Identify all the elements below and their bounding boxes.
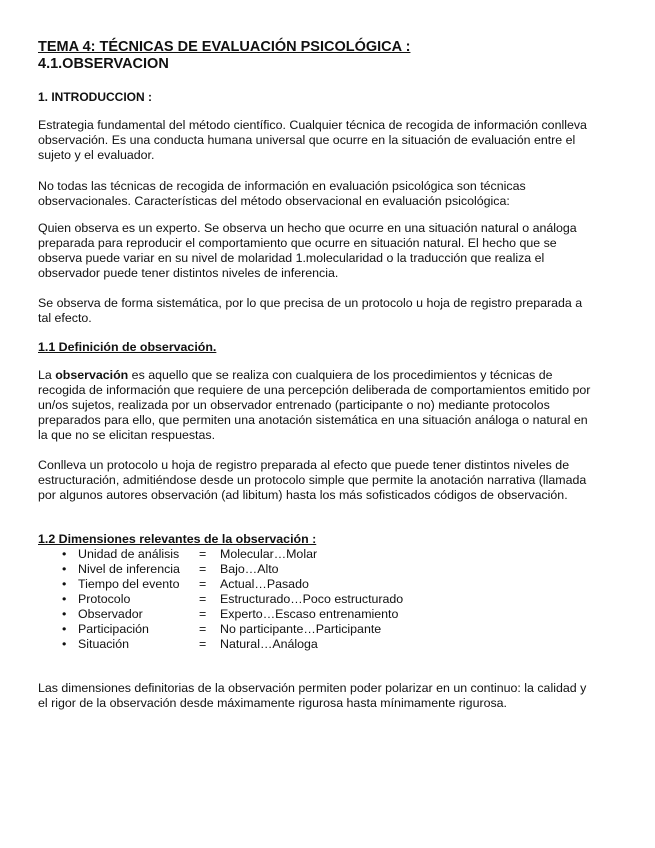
dimension-label: Unidad de análisis — [78, 547, 180, 561]
dimension-value: Actual…Pasado — [220, 577, 309, 591]
bullet-icon: • — [62, 577, 67, 591]
dimension-list-item — [38, 577, 638, 592]
text-line: sujeto y el evaluador. — [38, 148, 155, 162]
equals-sign: = — [199, 547, 207, 561]
closing-paragraph — [38, 681, 586, 711]
equals-sign: = — [199, 562, 207, 576]
dimension-value: Experto…Escaso entrenamiento — [220, 607, 399, 621]
dimension-label: Protocolo — [78, 592, 131, 606]
dimensions-list — [38, 547, 638, 657]
text-line: observación. Es una conducta humana universal que ocurre en la situación de evaluación entre el — [38, 133, 576, 147]
section-heading-dimensiones: 1.2 Dimensiones relevantes de la observación : — [38, 532, 317, 546]
dimension-list-item — [38, 637, 638, 652]
text-line: tal efecto. — [38, 311, 92, 325]
text-line: preparados para ello, que permiten una anotación sistemática en una situación análoga o natural en — [38, 413, 588, 427]
text-line: Conlleva un protocolo u hoja de registro preparada al efecto que puede tener distintos niveles de — [38, 458, 570, 472]
intro-paragraph-2 — [38, 179, 526, 209]
text-line: estructuración, admitiéndose desde un protocolo simple que permite la anotación narrativa (llamada — [38, 473, 587, 487]
bullet-icon: • — [62, 562, 67, 576]
text-line: por algunos autores observación (ad libitum) hasta los más sofisticados códigos de observación. — [38, 488, 568, 502]
equals-sign: = — [199, 592, 207, 606]
dimension-value: Molecular…Molar — [220, 547, 318, 561]
text-line: Las dimensiones definitorias de la observación permiten poder polarizar en un continuo: la calidad y — [38, 681, 587, 695]
defined-term: observación — [55, 368, 129, 382]
bullet-icon: • — [62, 622, 67, 636]
dimension-label: Participación — [78, 622, 149, 636]
dimension-value: Estructurado…Poco estructurado — [220, 592, 404, 606]
dimension-list-item — [38, 547, 638, 562]
text-line: el rigor de la observación desde máximamente rigurosa hasta mínimamente rigurosa. — [38, 696, 508, 710]
document-title: TEMA 4: TÉCNICAS DE EVALUACIÓN PSICOLÓGICA : — [38, 39, 411, 55]
text-line: observacionales. Características del método observacional en evaluación psicológica: — [38, 194, 510, 208]
text-line: la que no se elicitan respuestas. — [38, 428, 216, 442]
dimension-list-item — [38, 607, 638, 622]
equals-sign: = — [199, 622, 207, 636]
equals-sign: = — [199, 607, 207, 621]
dimension-label: Situación — [78, 637, 129, 651]
dimension-label: Observador — [78, 607, 143, 621]
equals-sign: = — [199, 637, 207, 651]
bullet-icon: • — [62, 592, 67, 606]
intro-paragraph-4 — [38, 296, 582, 326]
text-line: Se observa de forma sistemática, por lo que precisa de un protocolo u hoja de registro preparada a — [38, 296, 583, 310]
dimension-list-item — [38, 592, 638, 607]
text-line: Quien observa es un experto. Se observa un hecho que ocurre en una situación natural o análoga — [38, 221, 577, 235]
text-line: un/os sujetos, realizada por un observador entrenado (participante o no) mediante protocolos — [38, 398, 550, 412]
intro-paragraph-1 — [38, 118, 587, 163]
text-line: recogida de información que requiere de una percepción deliberada de comportamientos emitido por — [38, 383, 591, 397]
text-line: No todas las técnicas de recogida de información en evaluación psicológica son técnicas — [38, 179, 526, 193]
text-line: preparada para reproducir el comportamiento que ocurre en situación natural. El hecho que se — [38, 236, 557, 250]
definition-paragraph — [38, 368, 590, 443]
intro-paragraph-3 — [38, 221, 577, 281]
dimension-value: No participante…Participante — [220, 622, 382, 636]
bullet-icon: • — [62, 607, 67, 621]
equals-sign: = — [199, 577, 207, 591]
text-line: Estrategia fundamental del método científico. Cualquier técnica de recogida de información conlleva — [38, 118, 587, 132]
text: es aquello que se realiza con cualquiera de los procedimientos y técnicas de — [128, 368, 553, 382]
bullet-icon: • — [62, 637, 67, 651]
dimension-value: Natural…Análoga — [220, 637, 318, 651]
text-line: observador puede tener distintos niveles de inferencia. — [38, 266, 339, 280]
section-heading-definicion: 1.1 Definición de observación. — [38, 340, 217, 354]
bullet-icon: • — [62, 547, 67, 561]
protocol-paragraph — [38, 458, 586, 503]
section-heading-introduccion: 1. INTRODUCCION : — [38, 90, 152, 104]
dimension-label: Nivel de inferencia — [78, 562, 180, 576]
dimension-value: Bajo…Alto — [220, 562, 279, 576]
text-line: observa puede variar en su nivel de molaridad 1.molecularidad o la traducción que realiza el — [38, 251, 545, 265]
document-subtitle: 4.1.OBSERVACION — [38, 56, 169, 72]
dimension-list-item — [38, 622, 638, 637]
dimension-label: Tiempo del evento — [78, 577, 180, 591]
dimension-list-item — [38, 562, 638, 577]
text: La — [38, 368, 56, 382]
